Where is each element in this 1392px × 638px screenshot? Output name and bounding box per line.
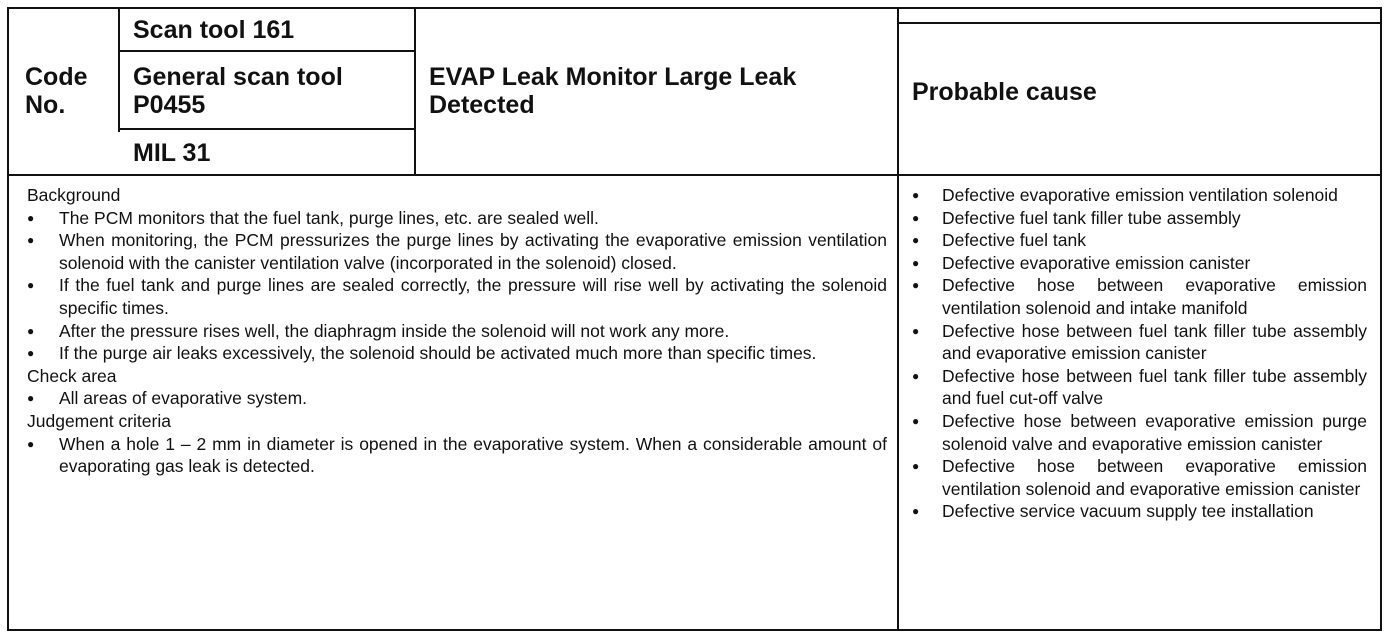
list-item: ● When monitoring, the PCM pressurizes the purge lines by activating the evaporative emission ventilation solenoid with the canister ventilation valve (incorporated in the solenoid) closed. <box>27 229 887 274</box>
list-item: ● Defective evaporative emission canister <box>912 252 1367 275</box>
list-item: ● Defective hose between evaporative emission ventilation solenoid and intake manifold <box>912 274 1367 319</box>
scan-row-rule-1 <box>118 50 416 52</box>
list-item: ● All areas of evaporative system. <box>27 387 887 410</box>
scan-row-rule-2 <box>118 128 416 130</box>
mil-label: MIL 31 <box>133 139 211 167</box>
list-item: ● The PCM monitors that the fuel tank, purge lines, etc. are sealed well. <box>27 207 887 230</box>
probable-cause-panel <box>912 184 1367 523</box>
judgement-criteria-heading: Judgement criteria <box>27 410 171 431</box>
background-heading: Background <box>27 185 121 205</box>
code-column-rule <box>118 7 120 132</box>
cause-column-rule <box>897 7 899 631</box>
list-item: ● Defective hose between evaporative emission ventilation solenoid and evaporative emission canister <box>912 455 1367 500</box>
scan-column-rule <box>414 7 416 175</box>
cause-list <box>912 184 1367 523</box>
scan-tool-label: Scan tool 161 <box>133 16 295 44</box>
code-no-label: Code No. <box>25 63 88 119</box>
list-item: ● When a hole 1 – 2 mm in diameter is opened in the evaporative system. When a considerable amount of evaporating gas leak is detected. <box>27 433 887 478</box>
list-item: ● Defective fuel tank filler tube assembly <box>912 207 1367 230</box>
list-item: ● Defective evaporative emission ventilation solenoid <box>912 184 1367 207</box>
check-area-heading: Check area <box>27 365 117 386</box>
general-scan-tool-label: General scan tool P0455 <box>133 63 343 119</box>
list-item: ● Defective hose between fuel tank filler tube assembly and evaporative emission canister <box>912 320 1367 365</box>
check-area-list <box>27 387 887 410</box>
list-item: ● If the fuel tank and purge lines are sealed correctly, the pressure will rise well by activating the solenoid specific times. <box>27 274 887 319</box>
probable-cause-top-rule <box>897 22 1382 24</box>
list-item: ● If the purge air leaks excessively, the solenoid should be activated much more than specific times. <box>27 342 887 365</box>
list-item: ● Defective hose between evaporative emission purge solenoid valve and evaporative emission canister <box>912 410 1367 455</box>
header-bottom-rule <box>7 174 1382 176</box>
probable-cause-heading: Probable cause <box>912 78 1097 106</box>
dtc-title: EVAP Leak Monitor Large Leak Detected <box>429 63 797 119</box>
judgement-list <box>27 433 887 478</box>
background-list <box>27 207 887 365</box>
list-item: ● Defective hose between fuel tank filler tube assembly and fuel cut-off valve <box>912 365 1367 410</box>
list-item: ● After the pressure rises well, the diaphragm inside the solenoid will not work any more. <box>27 320 887 343</box>
description-panel <box>27 184 887 478</box>
list-item: ● Defective service vacuum supply tee installation <box>912 500 1367 523</box>
list-item: ● Defective fuel tank <box>912 229 1367 252</box>
